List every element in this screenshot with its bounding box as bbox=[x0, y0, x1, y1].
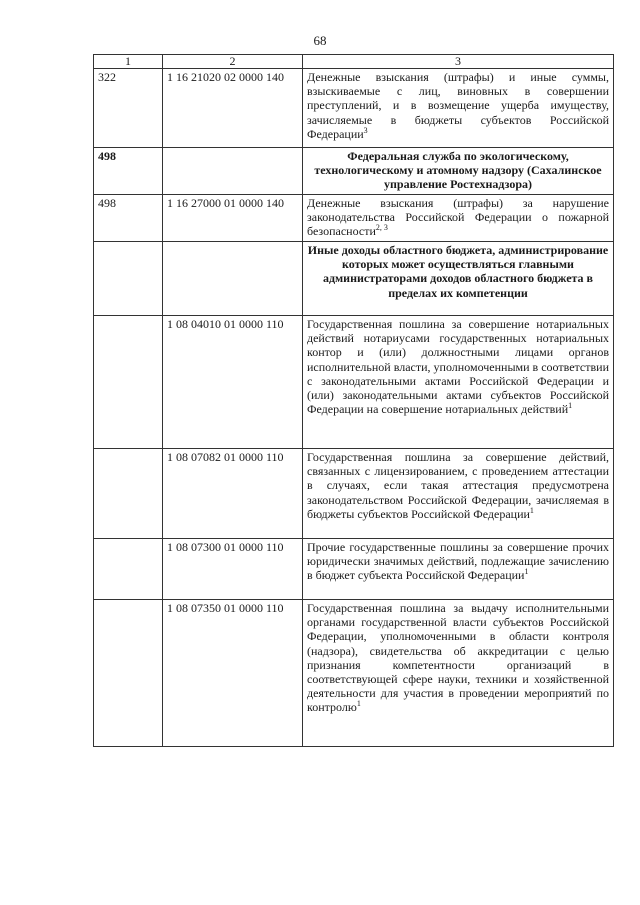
footnote-mark: 2, 3 bbox=[375, 223, 388, 233]
section-heading-cell bbox=[303, 242, 614, 316]
description-cell bbox=[303, 69, 614, 148]
description-cell bbox=[303, 195, 614, 242]
table-row bbox=[94, 195, 614, 242]
revenue-code-cell: 1 08 07082 01 0000 110 bbox=[163, 449, 303, 539]
admin-code-cell bbox=[94, 316, 163, 449]
column-header-1: 1 bbox=[94, 55, 163, 69]
table-row bbox=[94, 69, 614, 148]
footnote-mark: 1 bbox=[524, 567, 529, 577]
column-header-3: 3 bbox=[303, 55, 614, 69]
revenue-code-cell: 1 16 21020 02 0000 140 bbox=[163, 69, 303, 148]
admin-code-cell bbox=[94, 449, 163, 539]
revenue-code-cell: 1 16 27000 01 0000 140 bbox=[163, 195, 303, 242]
revenue-codes-table bbox=[93, 54, 614, 747]
description-text: Прочие государственные пошлины за совершение прочих юридически значимых действий, подлежащие зачислению в бюджет субъекта Российской Федерации bbox=[307, 540, 609, 583]
revenue-code-cell: 1 08 07300 01 0000 110 bbox=[163, 539, 303, 600]
admin-code-cell: 498 bbox=[94, 195, 163, 242]
footnote-mark: 1 bbox=[529, 505, 534, 515]
description-text: Государственная пошлина за выдачу исполнительными органами государственной власти субъектов Российской Федерации, уполномоченными в области контроля (надзора), свидетельства об аккредитации с целью признания компетентности организаций в соответствующей сфере науки, техники и хозяйственной деятельности для участия в проведении мероприятий по контролю bbox=[307, 601, 609, 715]
table-row bbox=[94, 539, 614, 600]
table-row bbox=[94, 148, 614, 195]
table-row bbox=[94, 316, 614, 449]
description-text: Денежные взыскания (штрафы) за нарушение законодательства Российской Федерации о пожарной безопасности bbox=[307, 196, 609, 239]
admin-code-cell: 498 bbox=[94, 148, 163, 195]
table-row bbox=[94, 600, 614, 747]
admin-code-cell bbox=[94, 600, 163, 747]
revenue-code-cell: 1 08 07350 01 0000 110 bbox=[163, 600, 303, 747]
admin-code-cell: 322 bbox=[94, 69, 163, 148]
description-text: Государственная пошлина за совершение нотариальных действий нотариусами государственных нотариальных контор и (или) должностными лицами органов исполнительной власти, уполномоченными в соответствии с законодательными актами Российской Федерации и (или) законодательными актами субъектов Российской Федерации на совершение нотариальных действий bbox=[307, 317, 610, 417]
description-text: Государственная пошлина за совершение действий, связанных с лицензированием, с проведением аттестации в случаях, если такая аттестация предусмотрена законодательством Российской Федерации, зачисляемая в бюджеты субъектов Российской Федерации bbox=[307, 450, 609, 521]
description-text: Денежные взыскания (штрафы) и иные суммы, взыскиваемые с лиц, виновных в совершении преступлений, и в возмещение ущерба имуществу, зачисляемые в бюджеты субъектов Российской Федерации bbox=[307, 70, 609, 141]
description-cell bbox=[303, 600, 614, 747]
table-header-row bbox=[94, 55, 614, 69]
footnote-mark: 1 bbox=[568, 401, 573, 411]
column-header-2: 2 bbox=[163, 55, 303, 69]
footnote-mark: 3 bbox=[363, 125, 368, 135]
footnote-mark: 1 bbox=[356, 699, 361, 709]
table-row bbox=[94, 449, 614, 539]
section-heading-text: Иные доходы областного бюджета, администрирование которых может осуществляться главными администраторами доходов областного бюджета в пределах их компетенции bbox=[307, 243, 609, 300]
revenue-code-cell: 1 08 04010 01 0000 110 bbox=[163, 316, 303, 449]
section-heading-cell bbox=[303, 148, 614, 195]
section-heading-text: Федеральная служба по экологическому, технологическому и атомному надзору (Сахалинское управление Ростехнадзора) bbox=[314, 149, 602, 192]
admin-code-cell bbox=[94, 539, 163, 600]
admin-code-cell bbox=[94, 242, 163, 316]
description-cell bbox=[303, 316, 614, 449]
table-row bbox=[94, 242, 614, 316]
revenue-code-cell bbox=[163, 242, 303, 316]
description-cell bbox=[303, 539, 614, 600]
description-cell bbox=[303, 449, 614, 539]
revenue-code-cell bbox=[163, 148, 303, 195]
page-number: 68 bbox=[313, 33, 327, 48]
